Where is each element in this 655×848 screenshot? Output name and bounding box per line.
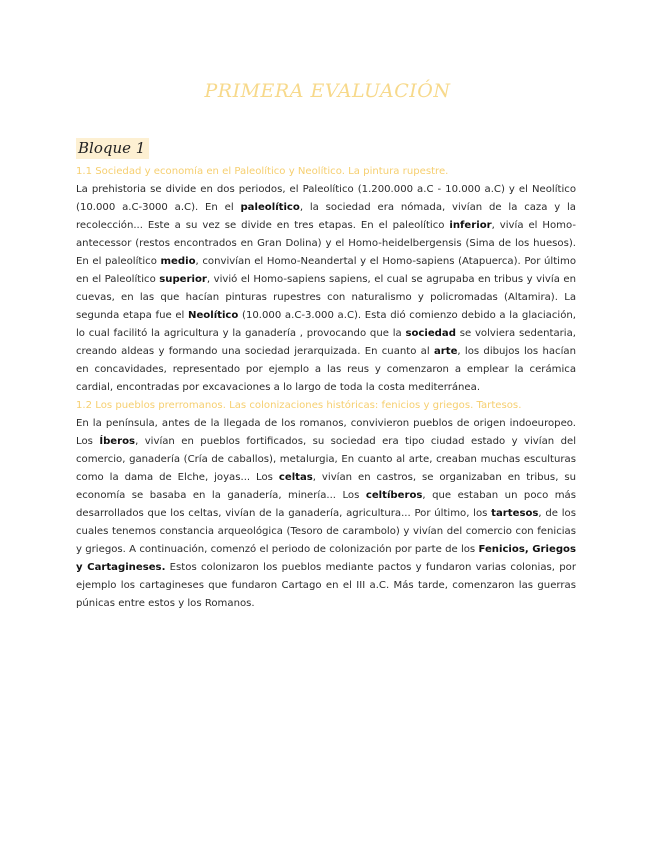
text-run: , que estaban un poco más desarrollados que los celtas, vivían de la ganadería, agricultura... Por último, los — [76, 490, 576, 519]
keyword-sociedad: sociedad — [405, 328, 456, 339]
page-title: PRIMERA EVALUACIÓN — [204, 80, 451, 102]
keyword-neolitico: Neolítico — [188, 310, 239, 321]
text-run: Estos colonizaron los pueblos mediante pactos y fundaron varias colonias, por ejemplo los cartagineses que fundaron Cartago en el III a.C. Más tarde, comenzaron las guerras púnicas entre estos y los Romanos. — [76, 562, 576, 609]
keyword-inferior: inferior — [449, 220, 492, 231]
text-run: , vivía el Homo-antecessor (restos encontrados en Gran Dolina) y el Homo-heidelbergensis (Sima de los huesos). En el paleolítico — [76, 220, 576, 267]
text-run: (10.000 a.C-3.000 a.C). Esta dió comienzo debido a la glaciación, lo cual facilitó la agricultura y la ganadería , provocando que la — [76, 310, 576, 339]
section-heading-2: 1.2 Los pueblos prerromanos. Las colonizaciones históricas: fenicios y griegos. Tartesos. — [76, 400, 522, 411]
text-run: , vivían en castros, se organizaban en tribus, su economía se basaba en la ganadería, minería... Los — [76, 472, 576, 501]
section-paragraph-1 — [76, 181, 576, 397]
keyword-celtiberos: celtíberos — [365, 490, 423, 501]
text-run: La prehistoria se divide en dos periodos, el Paleolítico (1.200.000 a.C - 10.000 a.C) y el Neolítico (10.000 a.C-3000 a.C). En el — [76, 184, 576, 213]
text-run: se volviera sedentaria, creando aldeas y formando una sociedad jerarquizada. En cuanto al — [76, 328, 576, 357]
block-label: Bloque 1 — [76, 138, 149, 159]
text-run: , de los cuales tenemos constancia arqueológica (Tesoro de carambolo) y vivían del comercio con fenicias y griegos. A continuación, comenzó el periodo de colonización por parte de los — [76, 508, 576, 555]
keyword-superior: superior — [159, 274, 207, 285]
text-run: , convivían el Homo-Neandertal y el Homo-sapiens (Atapuerca). Por último en el Paleolítico — [76, 256, 576, 285]
text-run: , los dibujos los hacían en concavidades, representado por ejemplo a las reus y comenzaron a emplear la cerámica cardial, encontradas por excavaciones a lo largo de toda la costa mediterránea. — [76, 346, 576, 393]
keyword-arte: arte — [433, 346, 458, 357]
keyword-iberos: Íberos — [99, 436, 136, 447]
text-run: , vivió el Homo-sapiens sapiens, el cual se agrupaba en tribus y vivía en cuevas, en las que hacían pinturas rupestres con naturalismo y policromadas (Altamira). La segunda etapa fue el — [76, 274, 576, 321]
keyword-paleolitico: paleolítico — [240, 202, 300, 213]
text-run: , la sociedad era nómada, vivían de la caza y la recolección... Este a su vez se divide en tres etapas. En el paleolítico — [76, 202, 576, 231]
keyword-celtas: celtas — [278, 472, 313, 483]
text-run: En la península, antes de la llegada de los romanos, convivieron pueblos de origen indoeuropeo. Los — [76, 418, 576, 447]
keyword-medio: medio — [160, 256, 196, 267]
keyword-fenicios-griegos-cartagineses: Fenicios, Griegos y Cartagineses. — [76, 544, 576, 573]
document-body — [76, 163, 576, 613]
text-run: , vivían en pueblos fortificados, su sociedad era tipo ciudad estado y vivían del comercio, ganadería (Cría de caballos), metalurgia, En cuanto al arte, creaban muchas esculturas como la dama de Elche, joyas... Los — [76, 436, 576, 483]
keyword-tartesos: tartesos — [491, 508, 539, 519]
section-heading-1: 1.1 Sociedad y economía en el Paleolítico y Neolítico. La pintura rupestre. — [76, 166, 449, 177]
section-paragraph-2 — [76, 415, 576, 613]
